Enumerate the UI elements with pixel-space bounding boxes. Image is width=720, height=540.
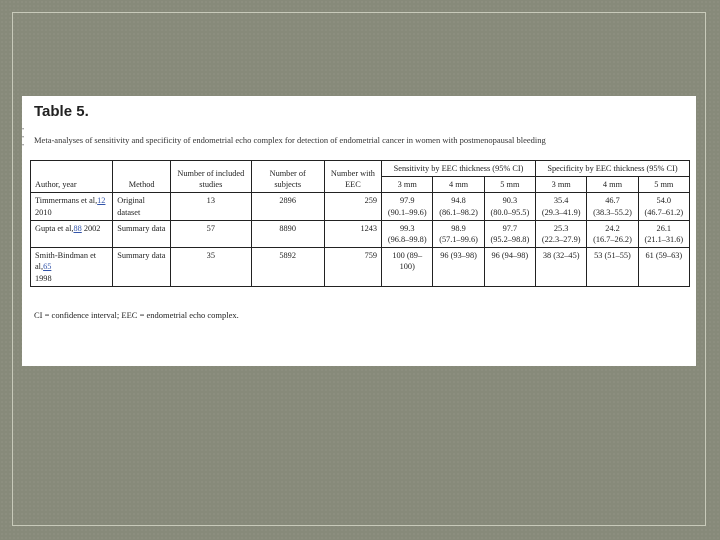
header-studies: Number of included studies bbox=[171, 161, 251, 193]
cell-eec: 259 bbox=[324, 193, 381, 220]
header-row-1 bbox=[31, 161, 690, 177]
cell-spec-3mm: 25.3 (22.3–27.9) bbox=[536, 220, 587, 247]
header-sensitivity: Sensitivity by EEC thickness (95% CI) bbox=[382, 161, 536, 177]
cell-sens-5mm: 90.3 (80.0–95.5) bbox=[484, 193, 535, 220]
cell-method: Summary data bbox=[113, 248, 171, 287]
cell-sens-3mm: 99.3 (96.8–99.8) bbox=[382, 220, 433, 247]
table-footnote: CI = confidence interval; EEC = endometrial echo complex. bbox=[34, 310, 239, 320]
cell-spec-3mm: 38 (32–45) bbox=[536, 248, 587, 287]
cell-method: Original dataset bbox=[113, 193, 171, 220]
header-spec-3mm: 3 mm bbox=[536, 177, 587, 193]
cell-spec-4mm: 53 (51–55) bbox=[587, 248, 638, 287]
header-author: Author, year bbox=[31, 161, 113, 193]
header-specificity: Specificity by EEC thickness (95% CI) bbox=[536, 161, 690, 177]
cell-sens-3mm: 100 (89–100) bbox=[382, 248, 433, 287]
cell-method: Summary data bbox=[113, 220, 171, 247]
cell-sens-4mm: 98.9 (57.1–99.6) bbox=[433, 220, 484, 247]
header-sens-4mm: 4 mm bbox=[433, 177, 484, 193]
cell-subjects: 5892 bbox=[251, 248, 324, 287]
cell-sens-3mm: 97.9 (90.1–99.6) bbox=[382, 193, 433, 220]
cell-studies: 13 bbox=[171, 193, 251, 220]
cell-eec: 759 bbox=[324, 248, 381, 287]
cell-studies: 35 bbox=[171, 248, 251, 287]
cell-spec-5mm: 26.1 (21.1–31.6) bbox=[638, 220, 689, 247]
cell-spec-4mm: 46.7 (38.3–55.2) bbox=[587, 193, 638, 220]
cell-sens-4mm: 96 (93–98) bbox=[433, 248, 484, 287]
cell-spec-5mm: 54.0 (46.7–61.2) bbox=[638, 193, 689, 220]
cell-sens-5mm: 96 (94–98) bbox=[484, 248, 535, 287]
header-eec: Number with EEC bbox=[324, 161, 381, 193]
header-spec-5mm: 5 mm bbox=[638, 177, 689, 193]
header-spec-4mm: 4 mm bbox=[587, 177, 638, 193]
header-method: Method bbox=[113, 161, 171, 193]
cell-spec-4mm: 24.2 (16.7–26.2) bbox=[587, 220, 638, 247]
cell-author: Timmermans et al,12 2010 bbox=[31, 193, 113, 220]
reference-link[interactable]: 88 bbox=[73, 223, 82, 233]
reference-link[interactable]: 12 bbox=[97, 196, 106, 206]
table-row bbox=[31, 193, 690, 220]
meta-analysis-table bbox=[30, 160, 690, 287]
header-sens-3mm: 3 mm bbox=[382, 177, 433, 193]
cell-author: Gupta et al,88 2002 bbox=[31, 220, 113, 247]
table-title: Table 5. bbox=[34, 103, 89, 120]
edge-marks: • • • bbox=[22, 127, 25, 149]
table-caption: Meta-analyses of sensitivity and specificity of endometrial echo complex for detection of endometrial cancer in women with postmenopausal bleeding bbox=[34, 135, 546, 145]
table-row bbox=[31, 220, 690, 247]
cell-author: Smith-Bindman et al,65 1998 bbox=[31, 248, 113, 287]
cell-sens-5mm: 97.7 (95.2–98.8) bbox=[484, 220, 535, 247]
cell-spec-5mm: 61 (59–63) bbox=[638, 248, 689, 287]
header-sens-5mm: 5 mm bbox=[484, 177, 535, 193]
header-subjects: Number of subjects bbox=[251, 161, 324, 193]
cell-sens-4mm: 94.8 (86.1–98.2) bbox=[433, 193, 484, 220]
cell-subjects: 2896 bbox=[251, 193, 324, 220]
cell-subjects: 8890 bbox=[251, 220, 324, 247]
table-row bbox=[31, 248, 690, 287]
reference-link[interactable]: 65 bbox=[43, 262, 52, 272]
cell-spec-3mm: 35.4 (29.3–41.9) bbox=[536, 193, 587, 220]
cell-studies: 57 bbox=[171, 220, 251, 247]
table-image bbox=[22, 96, 696, 366]
cell-eec: 1243 bbox=[324, 220, 381, 247]
